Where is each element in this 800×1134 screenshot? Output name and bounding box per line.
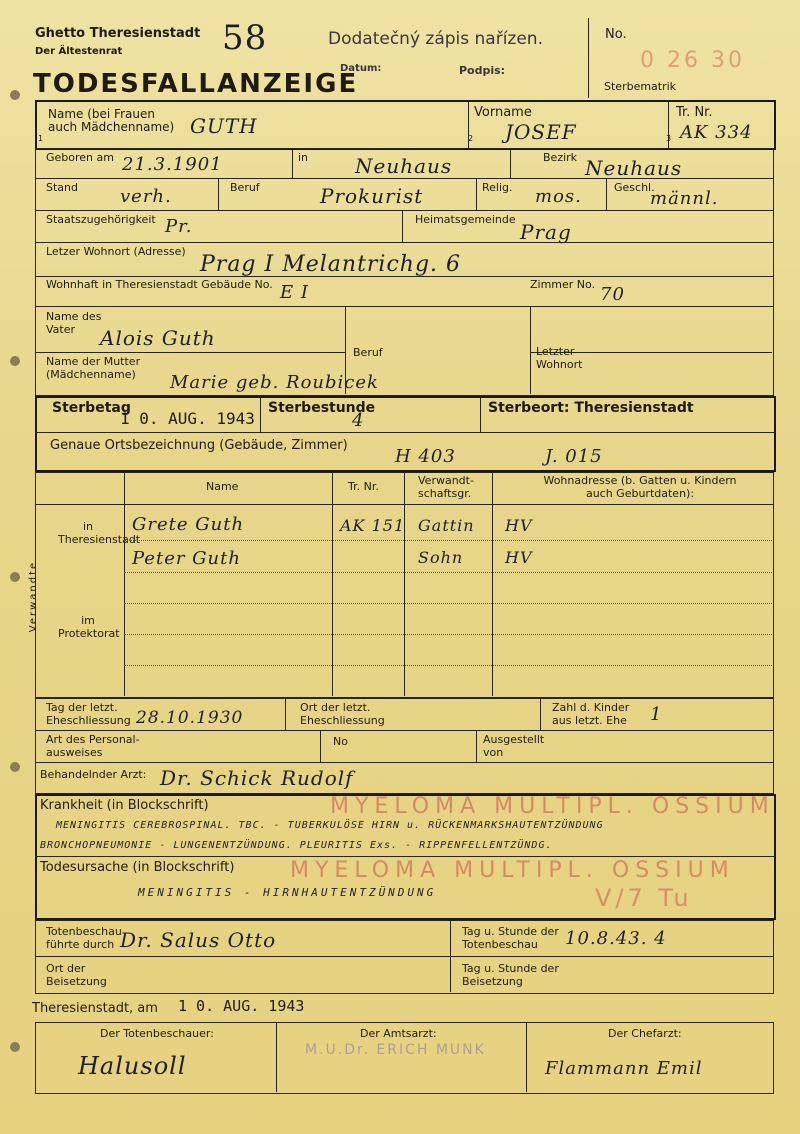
in-theresienstadt-label: in Theresienstadt (58, 520, 141, 546)
page-title: TODESFALLANZEIGE (33, 69, 359, 99)
mutter-value: Marie geb. Roubicek (170, 372, 379, 393)
beisetzung-tag-label: Tag u. Stunde der Beisetzung (462, 962, 559, 988)
heimat-value: Prag (520, 220, 572, 244)
sterbeort-label: Sterbeort: Theresienstadt (488, 400, 694, 416)
totenbeschau-value: Dr. Salus Otto (120, 928, 277, 952)
rel-verw-col: Verwandt-schaftsgr. (418, 474, 474, 500)
wohnort-value: Prag I Melantrichg. 6 (200, 252, 462, 277)
name-value: GUTH (190, 114, 258, 138)
relative-0-verw: Gattin (418, 516, 475, 535)
genaue-value-room: J. 015 (545, 446, 603, 467)
eheschliessung-tag-value: 28.10.1930 (136, 708, 244, 728)
place-date-label: Theresienstadt, am (32, 1001, 158, 1016)
geschl-value: männl. (650, 188, 719, 209)
beruf-label: Beruf (230, 181, 260, 194)
ausweis-label: Art des Personal-ausweises (46, 733, 140, 759)
relig-value: mos. (535, 186, 582, 207)
relig-label: Relig. (482, 181, 513, 194)
sterbestunde-label: Sterbestunde (268, 400, 376, 416)
bezirk-value: Neuhaus (585, 156, 683, 180)
krankheit-line2: BRONCHOPNEUMONIE - LUNGENENTZÜNDUNG. PLEURITIS Exs. - RIPPENFELLENTZÜNDG. (40, 840, 553, 851)
punch-hole (10, 572, 20, 582)
kinder-label: Zahl d. Kinder aus letzt. Ehe (552, 701, 630, 727)
sterbestunde-value: 4 (352, 410, 365, 431)
eheschliessung-tag-label: Tag der letzt. Eheschliessung (46, 701, 131, 727)
vorname-label: Vorname (474, 105, 532, 120)
krankheit-red-stamp: MYELOMA MULTIPL. OSSIUM (330, 794, 775, 819)
arzt-label: Behandelnder Arzt: (40, 768, 147, 781)
totenbeschau-tag-label: Tag u. Stunde der Totenbeschau (462, 925, 559, 951)
amtsarzt-stamp: M.U.Dr. ERICH MUNK (305, 1042, 486, 1058)
ghetto-label: Ghetto Theresienstadt (35, 26, 201, 41)
sterbematrik-label: Sterbematrik (604, 80, 677, 93)
stand-label: Stand (46, 181, 78, 194)
punch-hole (10, 356, 20, 366)
totenbeschauer-label: Der Totenbeschauer: (100, 1027, 214, 1040)
handwritten-number: 58 (222, 18, 268, 58)
zimmer-value: 70 (600, 284, 625, 305)
genaue-label: Genaue Ortsbezeichnung (Gebäude, Zimmer) (50, 438, 348, 453)
wohnhaft-label: Wohnhaft in Theresienstadt Gebäude No. (46, 278, 273, 291)
vater-label: Name des Vater (46, 310, 102, 336)
sterbetag-value: 1 0. AUG. 1943 (120, 409, 255, 428)
beisetzung-ort-label: Ort der Beisetzung (46, 962, 107, 988)
rel-wohn-col: Wohnadresse (b. Gatten u. Kindern auch Geburtdaten): (543, 474, 737, 500)
signature-chefarzt: Flammann Emil (545, 1058, 703, 1079)
trnr-value: AK 334 (680, 122, 753, 143)
totenbeschau-tag-value: 10.8.43. 4 (565, 928, 667, 949)
im-protektorat-label: im Protektorat (58, 614, 120, 640)
rel-trnr-col: Tr. Nr. (348, 480, 379, 493)
vater-value: Alois Guth (100, 326, 216, 350)
genaue-value-building: H 403 (395, 446, 456, 467)
staat-value: Pr. (165, 216, 193, 237)
signature-totenbeschauer: Halusoll (78, 1052, 187, 1080)
kinder-value: 1 (650, 704, 663, 725)
krankheit-line1: MENINGITIS CEREBROSPINAL. TBC. - TUBERKULÖSE HIRN u. RÜCKENMARKSHAUTENTZÜNDUNG (56, 820, 604, 831)
geschl-label: Geschl. (614, 181, 655, 194)
wohnort-label: Letzer Wohnort (Adresse) (46, 245, 186, 258)
arzt-value: Dr. Schick Rudolf (160, 766, 354, 790)
mutter-label: Name der Mutter (Mädchenname) (46, 355, 141, 381)
place-date-value: 1 0. AUG. 1943 (178, 997, 305, 1015)
vorname-value: JOSEF (505, 120, 577, 144)
punch-hole (10, 90, 20, 100)
totenbeschau-label: Totenbeschau führte durch (46, 925, 122, 951)
amtsarzt-label: Der Amtsarzt: (360, 1027, 437, 1040)
relative-0-name: Grete Guth (132, 514, 245, 535)
relative-1-wohn: HV (505, 548, 533, 567)
punch-hole (10, 762, 20, 772)
relative-1-verw: Sohn (418, 548, 464, 567)
sterbetag-label: Sterbetag (52, 400, 131, 416)
in-value: Neuhaus (355, 154, 453, 178)
heimat-label: Heimatsgemeinde (415, 213, 516, 226)
relative-0-wohn: HV (505, 516, 533, 535)
ausweis-no-label: No (333, 735, 348, 748)
staat-label: Staatszugehörigkeit (46, 213, 156, 226)
eheschliessung-ort-label: Ort der letzt. Eheschliessung (300, 701, 385, 727)
wohnhaft-value: E I (280, 282, 309, 303)
datum-label: Datum: (340, 63, 382, 74)
ursache-red-stamp: MYELOMA MULTIPL. OSSIUM (290, 858, 735, 883)
punch-hole (10, 1042, 20, 1052)
bezirk-label: Bezirk (543, 151, 578, 164)
stamp-line: Dodatečný zápis nařízen. (328, 29, 543, 49)
ursache-label: Todesursache (in Blockschrift) (40, 860, 235, 875)
rel-name-col: Name (206, 480, 239, 493)
geboren-value: 21.3.1901 (122, 154, 223, 175)
beruf-value: Prokurist (320, 184, 424, 208)
relative-1-name: Peter Guth (132, 548, 241, 569)
council-label: Der Ältestenrat (35, 46, 123, 57)
ursache-hand-note: V/7 Tu (595, 884, 693, 912)
geboren-label: Geboren am (46, 151, 114, 164)
beruf2-label: Beruf (353, 346, 383, 359)
krankheit-label: Krankheit (in Blockschrift) (40, 798, 209, 813)
verwandte-side-label: Verwandte (28, 560, 40, 633)
chefarzt-label: Der Chefarzt: (608, 1027, 682, 1040)
no-value: 0 26 30 (640, 48, 745, 73)
ursache-line: MENINGITIS - HIRNHAUTENTZÜNDUNG (138, 886, 437, 899)
stand-value: verh. (120, 186, 172, 207)
ausgestellt-label: Ausgestellt von (483, 733, 545, 759)
letzter-wohnort-label: Letzter Wohnort (536, 345, 583, 371)
in-label: in (298, 151, 309, 164)
trnr-label: Tr. Nr. (676, 105, 713, 120)
zimmer-label: Zimmer No. (530, 278, 596, 291)
no-label: No. (605, 27, 627, 42)
relative-0-trnr: AK 151 (340, 516, 406, 535)
name-label: Name (bei Frauen auch Mädchenname) (48, 107, 175, 134)
podpis-label: Podpis: (459, 64, 506, 77)
